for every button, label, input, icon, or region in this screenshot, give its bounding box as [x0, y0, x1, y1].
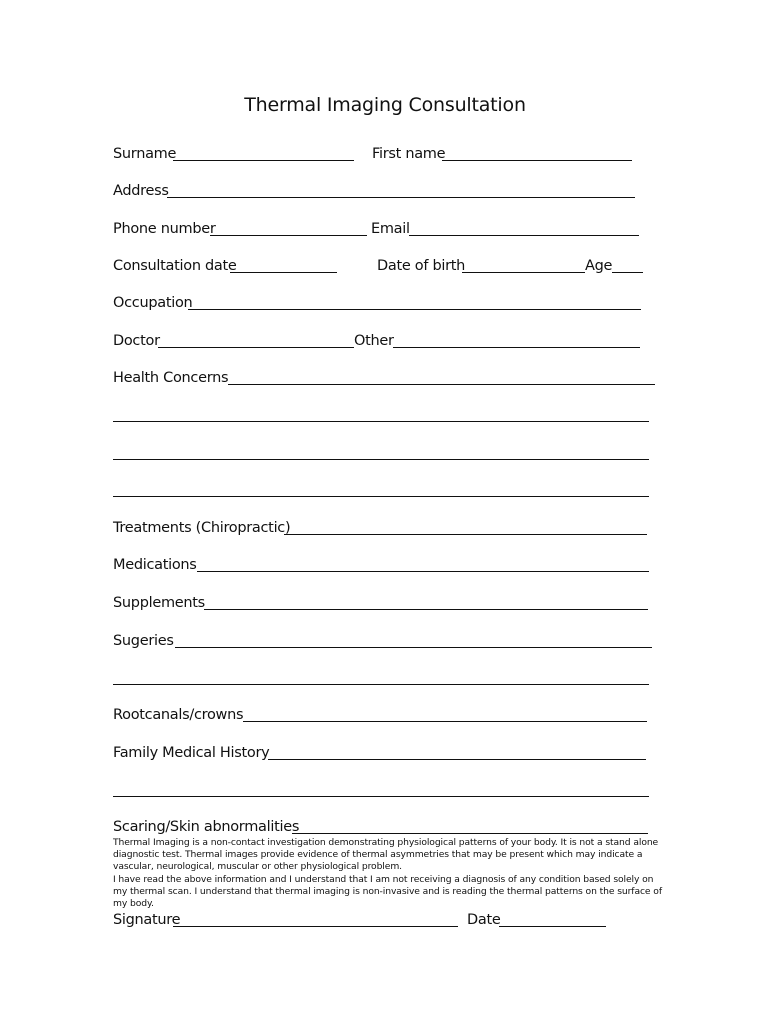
phone-field[interactable] — [210, 235, 367, 236]
disclaimer-paragraph-2: I have read the above information and I understand that I am not receiving a diagnosis of any condition based solely on my thermal scan. I understand that thermal imaging is non-invasive and is reading the thermal patterns on the surface of my body. — [113, 873, 662, 910]
occupation-field[interactable] — [188, 309, 641, 310]
age-label: Age — [585, 258, 613, 274]
doctor-field[interactable] — [158, 347, 354, 348]
address-field[interactable] — [167, 197, 635, 198]
date-label: Date — [467, 912, 501, 928]
other-label: Other — [354, 333, 394, 349]
address-label: Address — [113, 183, 169, 199]
signature-field[interactable] — [173, 926, 458, 927]
family-history-line-2[interactable] — [113, 796, 649, 797]
health-concerns-field[interactable] — [228, 384, 655, 385]
dob-label: Date of birth — [377, 258, 466, 274]
health-concerns-label: Health Concerns — [113, 370, 229, 386]
phone-label: Phone number — [113, 221, 216, 237]
scarring-field[interactable] — [292, 833, 648, 834]
dob-field[interactable] — [462, 272, 585, 273]
supplements-field[interactable] — [204, 609, 648, 610]
occupation-label: Occupation — [113, 295, 193, 311]
age-field[interactable] — [612, 272, 643, 273]
supplements-label: Supplements — [113, 595, 205, 611]
family-history-label: Family Medical History — [113, 745, 270, 761]
consultation-date-label: Consultation date — [113, 258, 237, 274]
surgeries-line-2[interactable] — [113, 684, 649, 685]
surgeries-label: Sugeries — [113, 633, 174, 649]
date-field[interactable] — [499, 926, 606, 927]
surgeries-field[interactable] — [175, 647, 652, 648]
surname-field[interactable] — [173, 160, 354, 161]
first-name-field[interactable] — [442, 160, 632, 161]
treatments-label: Treatments (Chiropractic) — [113, 520, 291, 536]
medications-field[interactable] — [197, 571, 649, 572]
signature-label: Signature — [113, 912, 181, 928]
disclaimer-paragraph-1: Thermal Imaging is a non-contact investigation demonstrating physiological patterns of your body. It is not a stand alone diagnostic test. Thermal images provide evidence of thermal asymmetries that may be present which may indicate a vascular, neurological, muscular or other physiological problem. — [113, 837, 659, 873]
health-concerns-line-3[interactable] — [113, 459, 649, 460]
rootcanals-label: Rootcanals/crowns — [113, 707, 244, 723]
disclaimer — [113, 837, 663, 910]
medications-label: Medications — [113, 557, 197, 573]
health-concerns-line-2[interactable] — [113, 421, 649, 422]
doctor-label: Doctor — [113, 333, 160, 349]
family-history-field[interactable] — [268, 759, 646, 760]
page-title: Thermal Imaging Consultation — [244, 94, 526, 116]
treatments-field[interactable] — [284, 534, 647, 535]
rootcanals-field[interactable] — [243, 721, 647, 722]
scarring-label: Scaring/Skin abnormalities — [113, 819, 300, 835]
health-concerns-line-4[interactable] — [113, 496, 649, 497]
first-name-label: First name — [372, 146, 446, 162]
consultation-date-field[interactable] — [230, 272, 337, 273]
email-label: Email — [371, 221, 410, 237]
surname-label: Surname — [113, 146, 177, 162]
other-field[interactable] — [393, 347, 640, 348]
email-field[interactable] — [409, 235, 639, 236]
